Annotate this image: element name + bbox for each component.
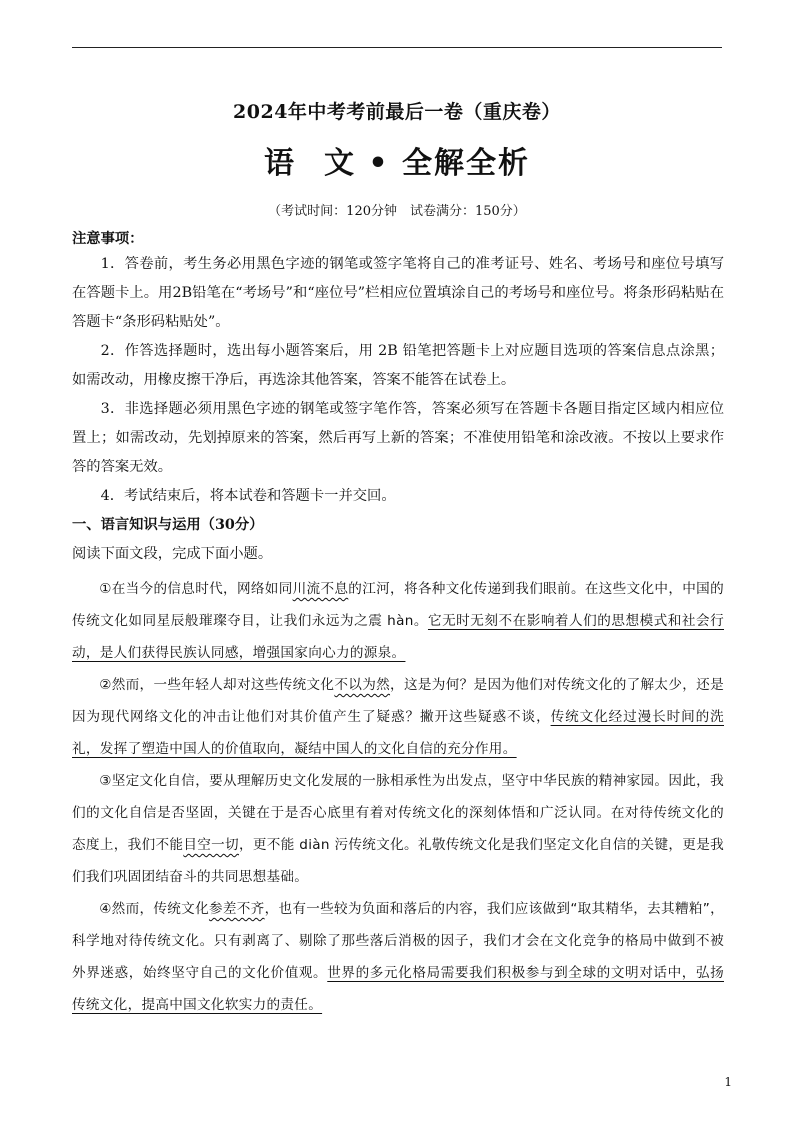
reading-passage: [72, 573, 724, 1021]
subject-title-right: 文 • 全解全析: [323, 146, 531, 181]
notes-heading: 注意事项：: [72, 231, 144, 247]
passage-paragraph-3: ③坚定文化自信，要从理解历史文化发展的一脉相承性为出发点，坚守中华民族的精神家园。因此，我们的文化自信是否坚固，关键在于是否心底里有着对传统文化的深刻体悟和广泛认同。在对待传统文化的态度上，我们不能目空一切，更不能 diàn 污传统文化。礼敬传统文化是我们坚定文化自信的关键，更是我们我们巩固团结奋斗的共同思想基础。: [72, 773, 725, 885]
exam-title: 2024年中考考前最后一卷（重庆卷）: [233, 101, 561, 123]
wavy-underlined-phrase: 川流不息: [292, 581, 349, 597]
passage-paragraph-1: ①在当今的信息时代，网络如同川流不息的江河，将各种文化传递到我们眼前。在这些文化中，中国的传统文化如同星辰般璀璨夺目，让我们永远为之震 hàn。它无时无刻不在影响着人们的思想模式和社会行动，是人们获得民族认同感，增强国家向心力的源泉。: [72, 581, 724, 661]
notice-item: 4．考试结束后，将本试卷和答题卡一并交回。: [100, 488, 396, 504]
subject-title-left: 语: [263, 146, 296, 181]
page-content: [72, 228, 724, 1021]
notice-item: 1．答卷前，考生务必用黑色字迹的钢笔或签字笔将自己的准考证号、姓名、考场号和座位号填写在答题卡上。用2B铅笔在“考场号”和“座位号”栏相应位置填涂自己的考场号和座位号。将条形码粘贴在答题卡“条形码粘贴处”。: [72, 256, 724, 330]
notice-item: 2．作答选择题时，选出每小题答案后，用 2B 铅笔把答题卡上对应题目选项的答案信息点涂黑；如需改动，用橡皮擦干净后，再选涂其他答案，答案不能答在试卷上。: [72, 343, 724, 388]
top-rule: [72, 47, 722, 48]
passage-paragraph-4: ④然而，传统文化参差不齐，也有一些较为负面和落后的内容，我们应该做到“取其精华，去其糟粕”，科学地对待传统文化。只有剥离了、剔除了那些落后消极的因子，我们才会在文化竞争的格局中做到不被外界迷惑，始终坚守自己的文化价值观。世界的多元化格局需要我们积极参与到全球的文明对话中，弘扬传统文化，提高中国文化软实力的责任。: [72, 901, 724, 1013]
wavy-underlined-phrase: 不以为然: [334, 677, 391, 693]
exam-meta: （考试时间：120分钟 试卷满分：150分）: [268, 204, 526, 219]
page-number: 1: [724, 1075, 732, 1089]
underlined-sentence: 传统文化经过漫长时间的洗礼，发挥了塑造中国人的价值取向，凝结中国人的文化自信的充分作用。: [72, 709, 724, 757]
reading-instruction: 阅读下面文段，完成下面小题。: [72, 546, 273, 562]
section-heading: 一、语言知识与运用（30分）: [72, 517, 264, 533]
underlined-sentence: 它无时无刻不在影响着人们的思想模式和社会行动，是人们获得民族认同感，增强国家向心力的源泉。: [72, 613, 724, 661]
wavy-underlined-phrase: 目空一切: [183, 837, 239, 853]
subject-title: [0, 138, 794, 182]
passage-paragraph-2: ②然而，一些年轻人却对这些传统文化不以为然，这是为何？是因为他们对传统文化的了解太少，还是因为现代网络文化的冲击让他们对其价值产生了疑惑？撇开这些疑惑不谈，传统文化经过漫长时间的洗礼，发挥了塑造中国人的价值取向，凝结中国人的文化自信的充分作用。: [72, 677, 724, 757]
underlined-sentence: 世界的多元化格局需要我们积极参与到全球的文明对话中，弘扬传统文化，提高中国文化软实力的责任。: [72, 965, 724, 1013]
wavy-underlined-phrase: 参差不齐: [208, 901, 265, 917]
notice-item: 3．非选择题必须用黑色字迹的钢笔或签字笔作答，答案必须写在答题卡各题目指定区域内相应位置上；如需改动，先划掉原来的答案，然后再写上新的答案；不准使用铅笔和涂改液。不按以上要求作答的答案无效。: [72, 401, 724, 475]
